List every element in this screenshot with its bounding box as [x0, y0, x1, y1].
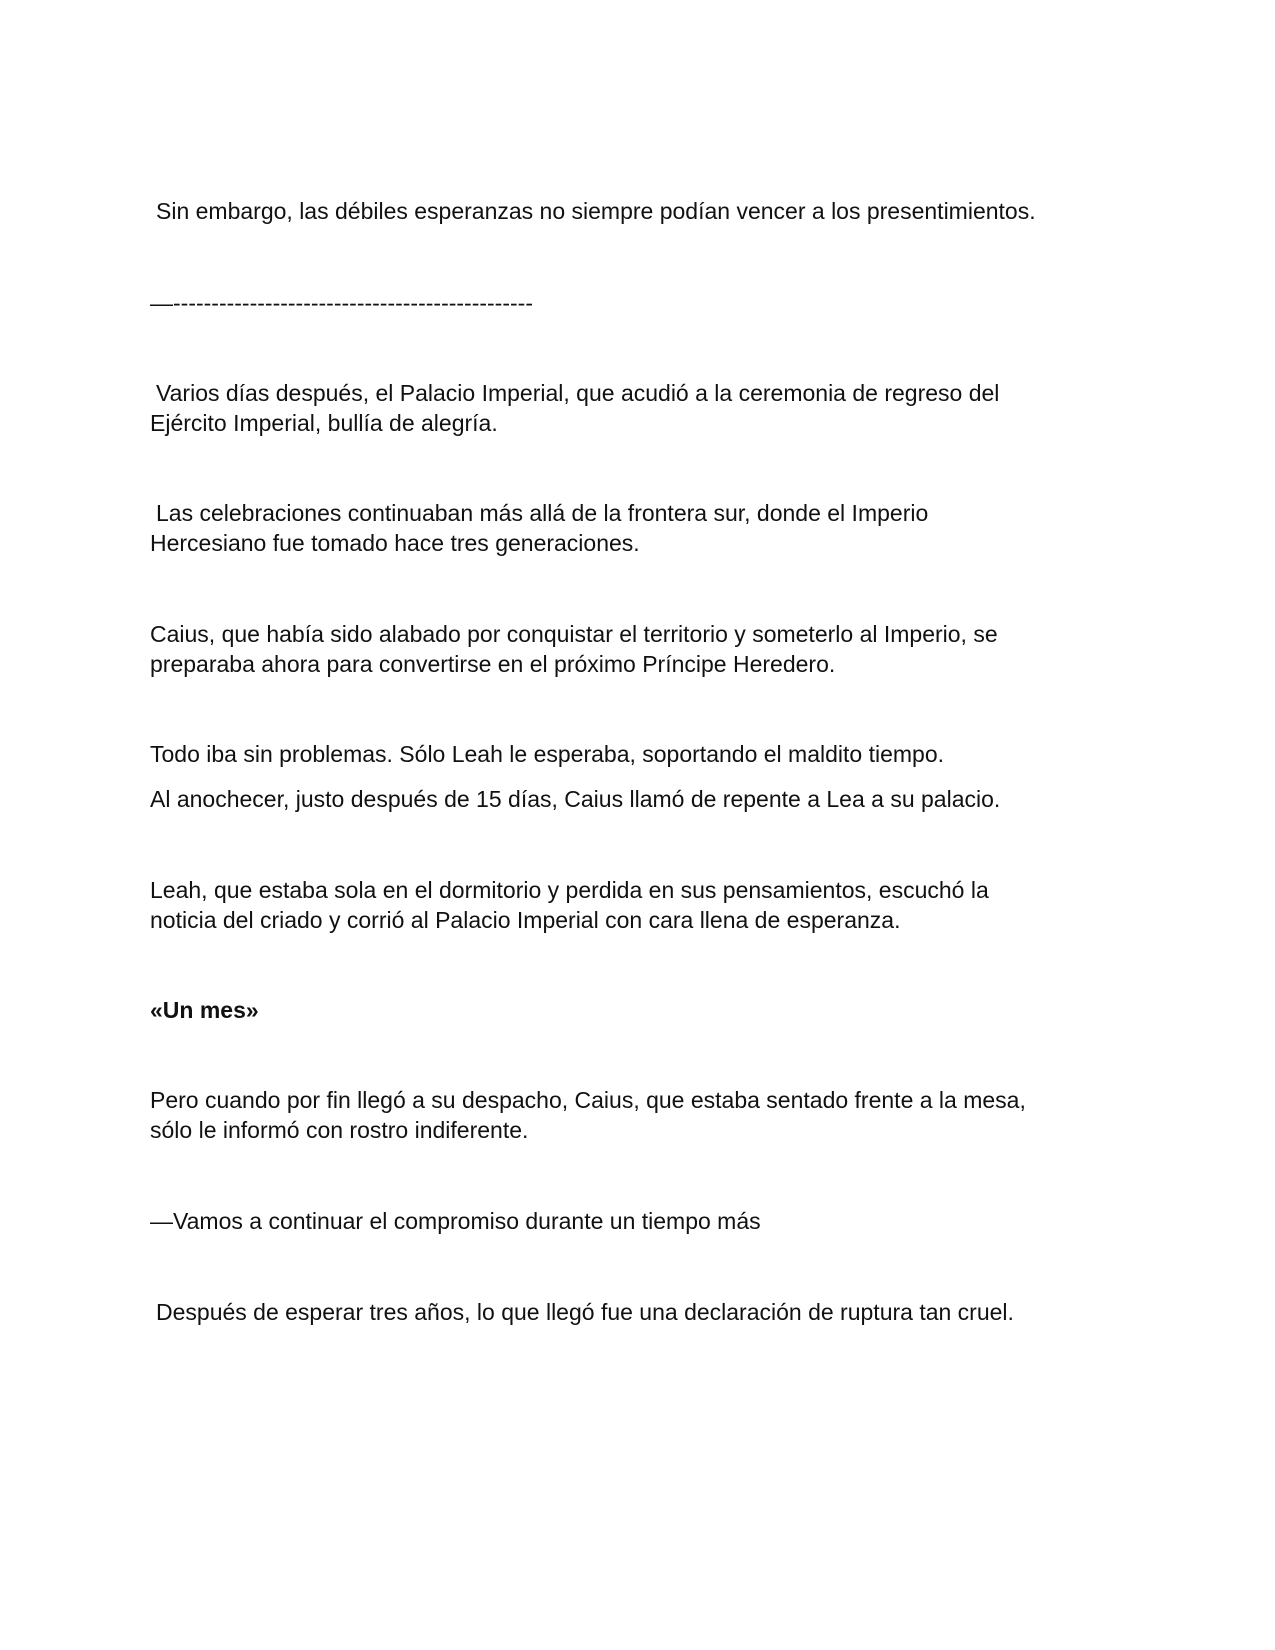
paragraph-line: Ejército Imperial, bullía de alegría.	[150, 410, 498, 436]
paragraph-line: Caius, que había sido alabado por conquistar el territorio y someterlo al Imperio, se	[150, 621, 998, 647]
paragraph-line: preparaba ahora para convertirse en el próximo Príncipe Heredero.	[150, 651, 836, 677]
paragraph-line: Después de esperar tres años, lo que llegó fue una declaración de ruptura tan cruel.	[156, 1299, 1014, 1325]
paragraph-line: Todo iba sin problemas. Sólo Leah le esperaba, soportando el maldito tiempo.	[150, 741, 944, 767]
paragraph-line: Leah, que estaba sola en el dormitorio y perdida en sus pensamientos, escuchó la	[150, 877, 989, 903]
paragraph-line: Sin embargo, las débiles esperanzas no siempre podían vencer a los presentimientos.	[156, 198, 1036, 224]
paragraph-line: Pero cuando por fin llegó a su despacho, Caius, que estaba sentado frente a la mesa,	[150, 1087, 1026, 1113]
paragraph-line: noticia del criado y corrió al Palacio Imperial con cara llena de esperanza.	[150, 907, 901, 933]
dialogue-line: —Vamos a continuar el compromiso durante un tiempo más	[150, 1208, 761, 1234]
paragraph-line: Las celebraciones continuaban más allá de la frontera sur, donde el Imperio	[156, 500, 929, 526]
paragraph-line: Varios días después, el Palacio Imperial, que acudió a la ceremonia de regreso del	[156, 380, 1000, 406]
separator-line: —-----------------------------------------------	[150, 290, 533, 316]
bold-heading-line: «Un mes»	[150, 997, 259, 1023]
paragraph-line: Hercesiano fue tomado hace tres generaciones.	[150, 530, 640, 556]
paragraph-line: Al anochecer, justo después de 15 días, Caius llamó de repente a Lea a su palacio.	[150, 786, 1001, 812]
paragraph-line: sólo le informó con rostro indiferente.	[150, 1117, 529, 1143]
